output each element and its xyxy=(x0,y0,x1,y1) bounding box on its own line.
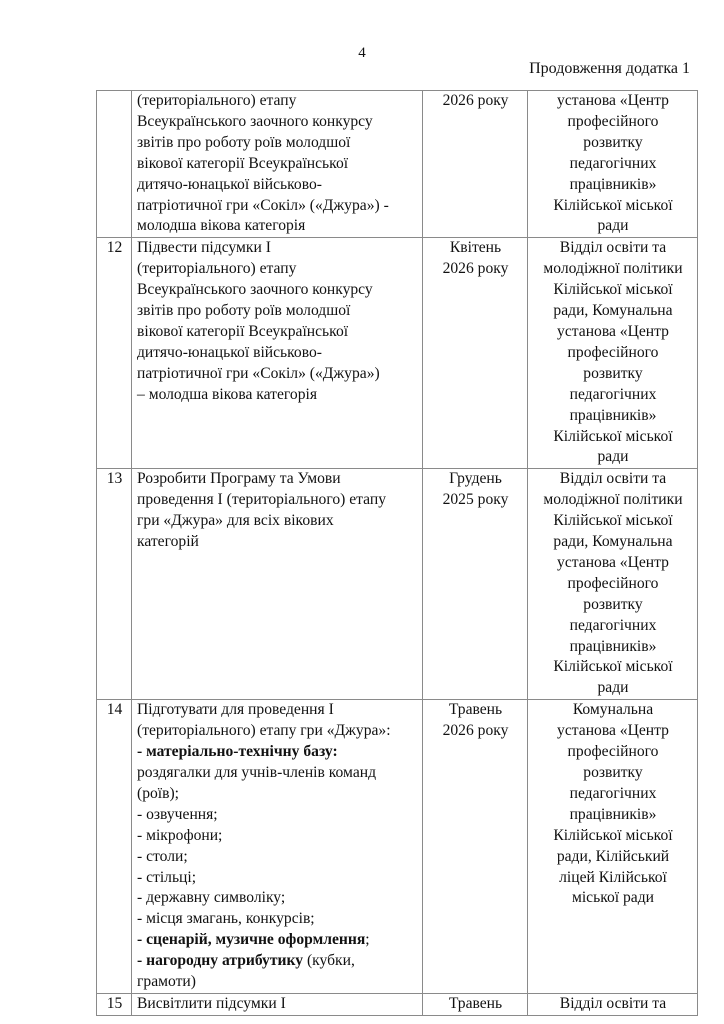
responsible-line: молодіжної політики xyxy=(543,491,683,509)
responsible-line: установа «Центр xyxy=(557,322,669,340)
task-line: грамоти) xyxy=(137,973,196,991)
responsible-line: професійного xyxy=(567,743,659,761)
responsible-line: установа «Центр xyxy=(557,553,669,571)
row-number: 13 xyxy=(97,469,132,700)
task-line: патріотичної гри «Сокіл» («Джура») - xyxy=(137,196,389,214)
term-line: 2026 року xyxy=(442,92,509,109)
responsible-line: педагогічних xyxy=(569,616,657,634)
table-row xyxy=(97,91,698,238)
task-line: Підготувати для проведення І xyxy=(137,701,334,719)
term-cell xyxy=(423,700,528,994)
responsible-line: працівників» xyxy=(569,406,657,424)
term-line: 2026 року xyxy=(442,260,509,278)
responsible-line: ради, Кілійський xyxy=(556,847,670,865)
responsible-cell xyxy=(528,91,698,238)
responsible-line: Кілійської міської xyxy=(553,427,673,445)
task-line: звітів про роботу роїв молодшої xyxy=(137,133,351,151)
term-cell xyxy=(423,91,528,238)
task-line: – молодша вікова категорія xyxy=(137,385,317,403)
responsible-line: педагогічних xyxy=(569,784,657,802)
responsible-line: Відділ освіти та xyxy=(559,994,667,1012)
responsible-line: розвитку xyxy=(583,595,643,613)
page-number: 4 xyxy=(358,45,366,61)
term-line: Грудень xyxy=(449,470,502,488)
responsible-cell xyxy=(528,469,698,700)
task-line: Висвітлити підсумки І xyxy=(137,994,286,1012)
task-line: Всеукраїнського заочного конкурсу xyxy=(137,281,373,299)
task-line: патріотичної гри «Сокіл» («Джура») xyxy=(137,364,380,382)
responsible-line: Кілійської міської xyxy=(553,658,673,676)
task-line: Всеукраїнського заочного конкурсу xyxy=(137,112,373,130)
task-cell xyxy=(132,469,423,700)
term-line: Квітень xyxy=(449,239,502,257)
responsible-line: Кілійської міської xyxy=(553,512,673,530)
term-line: 2025 року xyxy=(442,491,509,509)
table-row xyxy=(97,700,698,994)
responsible-line: працівників» xyxy=(569,805,657,823)
task-line: вікової категорії Всеукраїнської xyxy=(137,154,349,172)
task-line: дитячо-юнацької військово- xyxy=(137,343,322,361)
responsible-line: міської ради xyxy=(571,889,655,907)
responsible-line: розвитку xyxy=(583,364,643,382)
responsible-line: працівників» xyxy=(569,637,657,655)
responsible-cell xyxy=(528,238,698,469)
responsible-line: ради, Комунальна xyxy=(553,533,673,551)
scenario-tail: ; xyxy=(365,931,370,949)
task-line-mixed xyxy=(137,951,418,972)
responsible-line: професійного xyxy=(567,574,659,592)
task-cell xyxy=(132,238,423,469)
responsible-line: професійного xyxy=(567,112,659,130)
responsible-line: Кілійської міської xyxy=(553,826,673,844)
responsible-line: педагогічних xyxy=(569,154,657,172)
table-row xyxy=(97,993,698,1015)
task-line: (територіального) етапу гри «Джура»: xyxy=(137,722,391,740)
task-line: - столи; xyxy=(137,847,188,865)
responsible-line: Відділ освіти та xyxy=(559,239,667,257)
responsible-line: розвитку xyxy=(583,764,643,781)
task-line: Підвести підсумки І xyxy=(137,239,271,257)
task-line: роздягалки для учнів-членів команд xyxy=(137,764,377,781)
row-number: 12 xyxy=(97,238,132,469)
task-line-bold xyxy=(137,742,418,763)
responsible-line: молодіжної політики xyxy=(543,260,683,278)
responsible-line: ради xyxy=(597,217,629,235)
awards-tail: (кубки, xyxy=(303,952,355,970)
task-line-mixed xyxy=(137,930,418,951)
task-line: - державну символіку; xyxy=(137,889,286,907)
task-cell xyxy=(132,700,423,994)
task-line: дитячо-юнацької військово- xyxy=(137,175,322,193)
action-plan-table xyxy=(96,90,698,1016)
task-line: (територіального) етапу xyxy=(137,260,297,278)
task-line: Розробити Програму та Умови xyxy=(137,470,341,488)
task-cell xyxy=(132,91,423,238)
task-cell xyxy=(132,993,423,1015)
term-cell xyxy=(423,238,528,469)
responsible-line: ради xyxy=(597,679,629,697)
responsible-line: Кілійської міської xyxy=(553,196,673,214)
task-line: - стільці; xyxy=(137,868,197,886)
task-line: проведення І (територіального) етапу xyxy=(137,491,387,509)
responsible-line: Кілійської міської xyxy=(553,281,673,299)
responsible-line: установа «Центр xyxy=(557,92,669,109)
task-line: - мікрофони; xyxy=(137,826,223,844)
term-cell xyxy=(423,469,528,700)
row-number: 14 xyxy=(97,700,132,994)
table-row xyxy=(97,238,698,469)
responsible-line: Відділ освіти та xyxy=(559,470,667,488)
task-line: категорій xyxy=(137,533,199,551)
task-line: (територіального) етапу xyxy=(137,92,297,109)
task-line: звітів про роботу роїв молодшої xyxy=(137,302,351,320)
task-line: молодша вікова категорія xyxy=(137,217,306,235)
term-line: 2026 року xyxy=(442,722,509,740)
responsible-line: працівників» xyxy=(569,175,657,193)
material-base-bold: - матеріально-технічну базу: xyxy=(137,743,338,761)
awards-bold: - нагородну атрибутику xyxy=(137,952,304,970)
row-number xyxy=(97,91,132,238)
responsible-line: педагогічних xyxy=(569,385,657,403)
task-line: - місця змагань, конкурсів; xyxy=(137,910,315,928)
responsible-line: ради xyxy=(597,448,629,466)
responsible-cell xyxy=(528,700,698,994)
responsible-line: розвитку xyxy=(583,133,643,151)
appendix-continuation-label: Продовження додатка 1 xyxy=(529,60,690,77)
responsible-line: ради, Комунальна xyxy=(553,302,673,320)
term-line: Травень xyxy=(448,701,503,719)
term-line: Травень xyxy=(448,994,503,1012)
responsible-line: професійного xyxy=(567,343,659,361)
responsible-line: Комунальна xyxy=(572,701,654,719)
responsible-cell xyxy=(528,993,698,1015)
responsible-line: ліцей Кілійської xyxy=(559,868,667,886)
scenario-bold: - сценарій, музичне оформлення xyxy=(137,931,366,949)
task-line: - озвучення; xyxy=(137,805,218,823)
responsible-line: установа «Центр xyxy=(557,722,669,740)
task-line: (роїв); xyxy=(137,784,180,802)
task-line: вікової категорії Всеукраїнської xyxy=(137,322,349,340)
row-number: 15 xyxy=(97,993,132,1015)
term-cell xyxy=(423,993,528,1015)
table-row xyxy=(97,469,698,700)
task-line: гри «Джура» для всіх вікових xyxy=(137,512,334,530)
